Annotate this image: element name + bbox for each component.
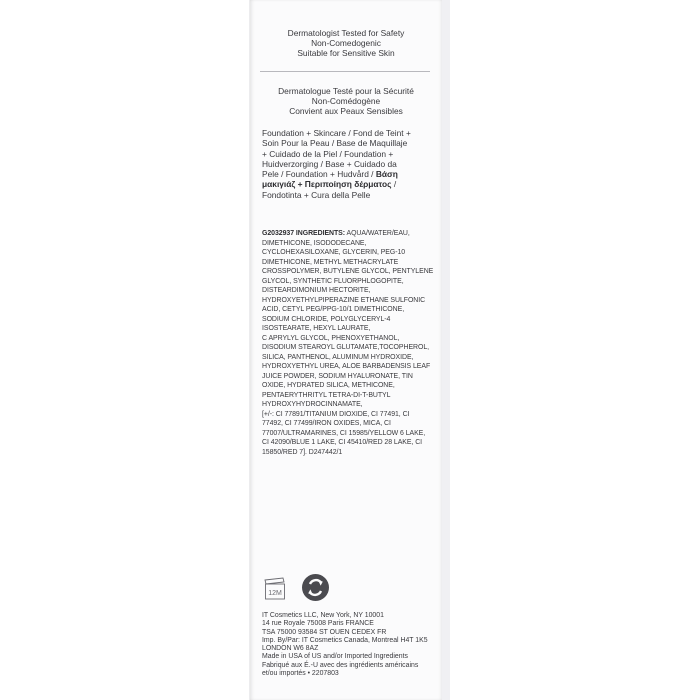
description-text: Foundation + Skincare / Fond de Teint + Soin Pour la Peau / Base de Maquillaje + Cuidado de la Piel / Foundation + Huidverzorging / Base + Cuidado da Pele / Foundation + Hudvård / xyxy=(262,128,411,180)
claims-english xyxy=(262,28,430,58)
section-divider xyxy=(260,71,430,72)
claim-line: Dermatologist Tested for Safety xyxy=(287,28,405,38)
description-greek: Βάση μακιγιάζ + Περιποίηση δέρματος xyxy=(262,169,398,190)
claim-line: Dermatologue Testé pour la Sécurité xyxy=(278,86,414,96)
description-text-end: / Fondotinta + Cura della Pelle xyxy=(262,179,397,200)
pao-label: 12M xyxy=(268,590,282,597)
claim-line: Non-Comedogenic xyxy=(311,38,381,48)
ingredients-text: AQUA/WATER/EAU, DIMETHICONE, ISODODECANE, CYCLOHEXASILOXANE, GLYCERIN, PEG-10 DIMETHICONE, METHYL METHACRYLATE CROSSPOLYMER, BUTYLENE GLYCOL, PENTYLENE GLYCOL, SYNTHETIC FLUORPHLOGOPITE, DISTEARDIMONIUM HECTORITE, HYDROXYETHYLPIPERAZINE ETHANE SULFONIC ACID, CETYL PEG/PPG-10/1 DIMETHICONE, SODIUM CHLORIDE, POLYGLYCERYL-4 ISOSTEARATE, HEXYL LAURATE, C APRYLYL GLYCOL, PHENOXYETHANOL, DISODIUM STEAROYL GLUTAMATE,TOCOPHEROL, SILICA, PANTHENOL, ALUMINUM HYDROXIDE, HYDROXYETHYL UREA, ALOE BARBADENSIS LEAF JUICE POWDER, SODIUM HYALURONATE, TIN OXIDE, HYDRATED SILICA, METHICONE, PENTAERYTHRITYL TETRA-DI-T-BUTYL HYDROXYHYDROCINNAMATE, [+/-: CI 77891/TITANIUM DIOXIDE, CI 77491, CI 77492, CI 77499/IRON OXIDES, MICA, CI 77007/ULTRAMARINES, CI 15985/YELLOW 6 LAKE, CI 42090/BLUE 1 LAKE, CI 45410/RED 28 LAKE, CI 15850/RED 7]. D247442/1 xyxy=(262,230,434,456)
recycle-arrows-icon xyxy=(301,573,330,602)
box-side-edge xyxy=(442,0,450,700)
claims-french xyxy=(262,86,430,116)
open-jar-icon xyxy=(262,576,288,602)
manufacturer-address: IT Cosmetics LLC, New York, NY 10001 14 rue Royale 75008 Paris FRANCE TSA 75000 93584 ST OUEN CEDEX FR Imp. By/Par: IT Cosmetics Canada, Montreal H4T 1K5 LONDON W6 8AZ Made in USA of US and/or Imported Ingredients Fabriqué aux É.-U avec des ingrédients américains et/ou importés • 2207803 xyxy=(262,612,428,678)
claim-line: Suitable for Sensitive Skin xyxy=(297,48,395,58)
claim-line: Non-Comédogène xyxy=(311,96,381,106)
ingredients-code-label: G2032937 INGREDIENTS: xyxy=(262,230,346,237)
product-description xyxy=(262,128,434,200)
ingredients-list xyxy=(262,229,434,457)
claim-line: Convient aux Peaux Sensibles xyxy=(289,106,403,116)
